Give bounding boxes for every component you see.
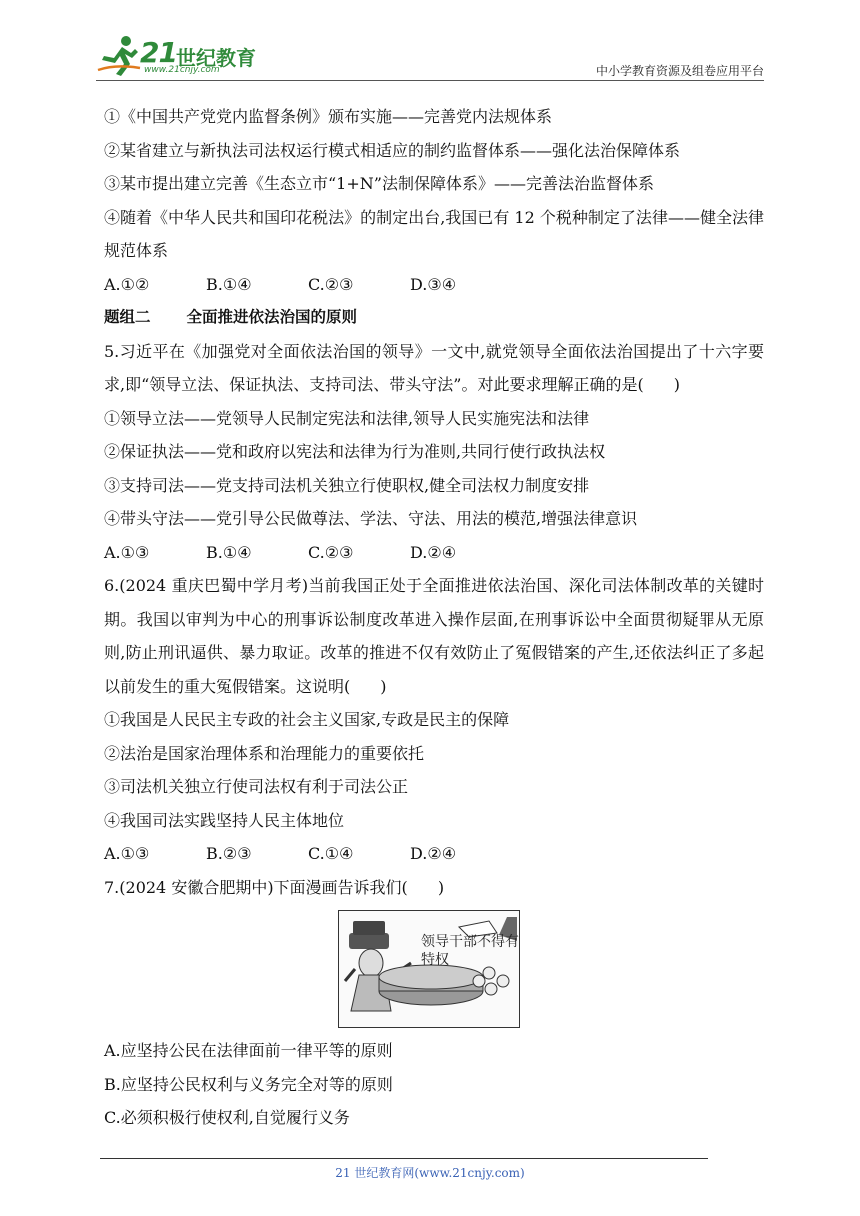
q7-stem-text: 7.(2024 安徽合肥期中)下面漫画告诉我们( (104, 877, 408, 897)
q4-item-2: ②某省建立与新执法司法权运行模式相适应的制约监督体系——强化法治保障体系 (104, 140, 681, 160)
q7-option-b[interactable]: B.应坚持公民权利与义务完全对等的原则 (104, 1074, 393, 1094)
runner-logo-icon (96, 34, 142, 78)
site-logo (96, 34, 266, 78)
q5-option-d[interactable]: D.②④ (410, 542, 457, 562)
q5-item-3: ③支持司法——党支持司法机关独立行使职权,健全司法权力制度安排 (104, 475, 590, 495)
q6-option-a[interactable]: A.①③ (104, 844, 150, 863)
section-label: 题组二 (104, 308, 151, 326)
q5-option-c[interactable]: C.②③ (308, 542, 354, 562)
q5-item-1: ①领导立法——党领导人民制定宪法和法律,领导人民实施宪法和法律 (104, 408, 590, 428)
q4-option-a[interactable]: A.①② (104, 274, 150, 294)
q6-item-1: ①我国是人民民主专政的社会主义国家,专政是民主的保障 (104, 710, 510, 729)
q4-item-1: ①《中国共产党党内监督条例》颁布实施——完善党内法规体系 (104, 107, 553, 126)
page-header (96, 34, 764, 80)
q4-option-c[interactable]: C.②③ (308, 274, 354, 294)
logo-url: www.21cnjy.com (144, 65, 220, 75)
q7-option-c[interactable]: C.必须积极行使权利,自觉履行义务 (104, 1108, 350, 1127)
q4-option-d[interactable]: D.③④ (410, 274, 457, 294)
q5-item-2: ②保证执法——党和政府以宪法和法律为行为准则,共同行使行政执法权 (104, 442, 606, 461)
logo-text: 世纪教育 (176, 46, 256, 70)
q4-item-4: ④随着《中华人民共和国印花税法》的制定出台,我国已有 12 个税种制定了法律——健全法律规范体系 (104, 207, 764, 260)
q6-option-c[interactable]: C.①④ (308, 844, 354, 863)
cartoon-illustration (339, 911, 519, 1027)
q6-option-d[interactable]: D.②④ (410, 844, 457, 863)
q5-option-b[interactable]: B.①④ (206, 542, 252, 562)
q4-options (104, 268, 764, 302)
cartoon-caption: 领导干部不得有特权 (421, 934, 519, 968)
platform-tagline: 中小学教育资源及组卷应用平台 (595, 64, 764, 78)
q5-options (104, 536, 764, 570)
q7-option-a[interactable]: A.应坚持公民在法律面前一律平等的原则 (104, 1041, 393, 1060)
logo-number: 21 (140, 36, 177, 69)
footer-divider (100, 1158, 708, 1159)
q5-stem (104, 335, 764, 402)
q4-item-3: ③某市提出建立完善《生态立市“1+N”法制保障体系》——完善法治监督体系 (104, 174, 654, 193)
q6-option-b[interactable]: B.②③ (206, 844, 252, 863)
q5-item-4: ④带头守法——党引导公民做尊法、学法、守法、用法的模范,增强法律意识 (104, 509, 638, 528)
page-content (104, 100, 764, 1135)
footer-text[interactable]: 21 世纪教育网(www.21cnjy.com) (335, 1166, 525, 1180)
q5-stem-text: 5.习近平在《加强党对全面依法治国的领导》一文中,就党领导全面依法治国提出了十六字要求,即“领导立法、保证执法、支持司法、带头守法”。对此要求理解正确的是( (104, 341, 764, 394)
q7-answer-paren: ) (437, 877, 445, 897)
q4-option-b[interactable]: B.①④ (206, 274, 252, 294)
q6-item-2: ②法治是国家治理体系和治理能力的重要依托 (104, 743, 425, 763)
header-divider (96, 80, 764, 81)
q6-options (104, 837, 764, 871)
q6-answer-paren: ) (380, 676, 387, 696)
q5-option-a[interactable]: A.①③ (104, 542, 150, 562)
q7-stem (104, 871, 764, 905)
section-title: 全面推进依法治国的原则 (186, 308, 358, 326)
q6-item-3: ③司法机关独立行使司法权有利于司法公正 (104, 777, 409, 796)
section-heading (104, 301, 764, 335)
cartoon-image (338, 910, 520, 1028)
q6-stem-text: 6.(2024 重庆巴蜀中学月考)当前我国正处于全面推进依法治国、深化司法体制改革的关键时期。我国以审判为中心的刑事诉讼制度改革进入操作层面,在刑事诉讼中全面贯彻疑罪从无原则,防止刑讯逼供、暴力取证。改革的推进不仅有效防止了冤假错案的产生,还依法纠正了多起以前发生的重大冤假错案。这说明( (104, 576, 764, 696)
q6-item-4: ④我国司法实践坚持人民主体地位 (104, 810, 345, 830)
q5-answer-paren: ) (673, 375, 680, 394)
q6-stem (104, 569, 764, 703)
